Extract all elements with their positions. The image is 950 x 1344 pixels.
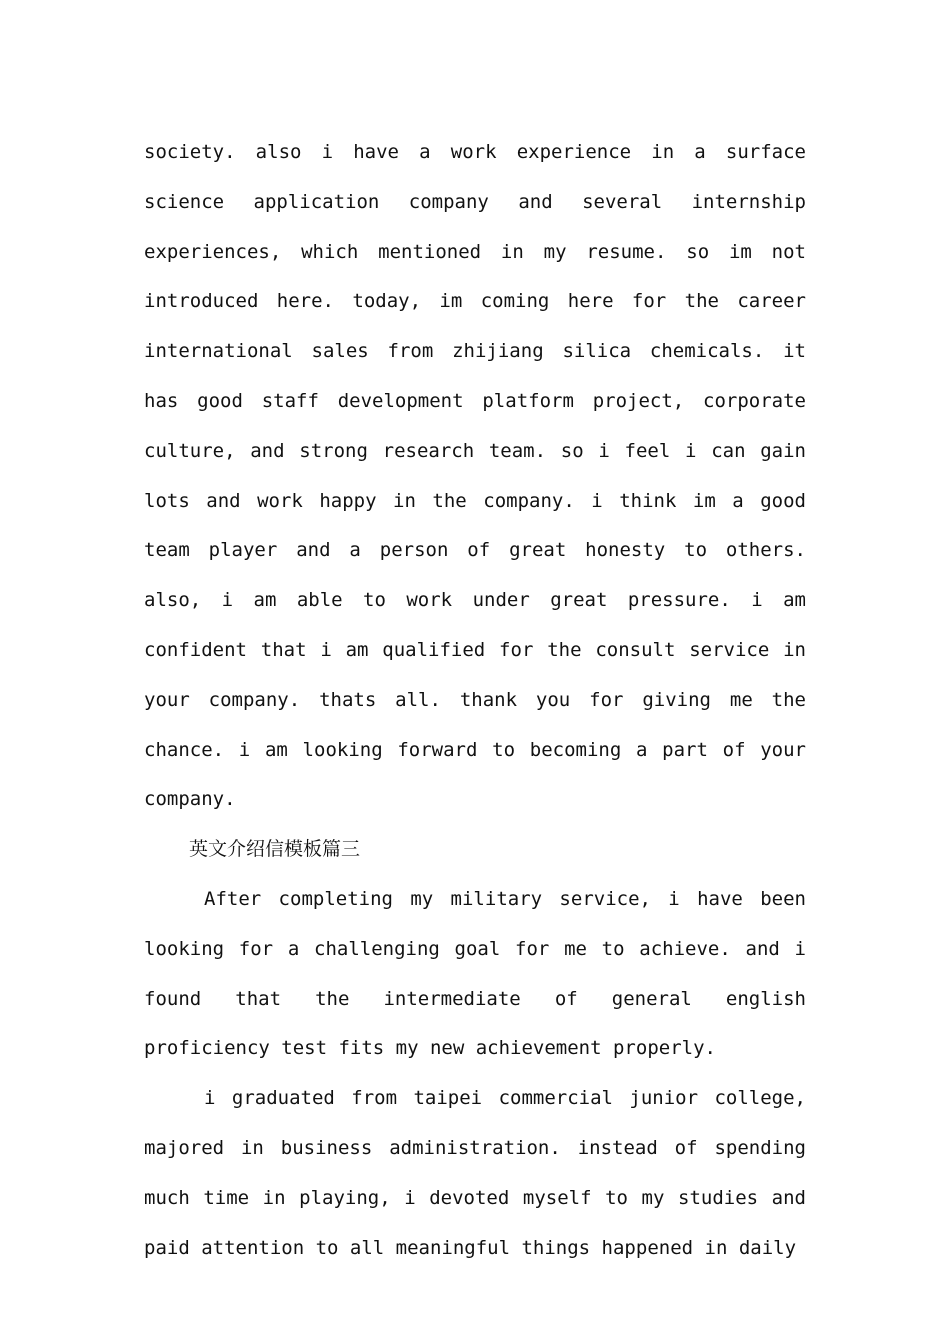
paragraph-self-introduction-continued: society. also i have a work experience in a surface science application company and several internship experiences, which mentioned in my resume. so im not introduced here. today, im coming here for the career international sales from zhijiang silica chemicals. it has good staff development platform project, corporate culture, and strong research team. so i feel i can gain lots and work happy in the company. i think im a good team player and a person of great honesty to others. also, i am able to work under great pressure. i am confident that i am qualified for the consult service in your company. thats all. thank you for giving me the chance. i am looking forward to becoming a part of your company.: [144, 141, 806, 811]
section-heading: 英文介绍信模板篇三: [189, 838, 361, 861]
paragraph-education: i graduated from taipei commercial junior college, majored in business administration. instead of spending much time in playing, i devoted myself to my studies and paid attention to all meaningful things happened in daily: [144, 1087, 806, 1259]
document-body: [144, 128, 806, 1273]
paragraph-military-service: After completing my military service, i have been looking for a challenging goal for me to achieve. and i found that the intermediate of general english proficiency test fits my new achievement properly.: [144, 887, 806, 1060]
